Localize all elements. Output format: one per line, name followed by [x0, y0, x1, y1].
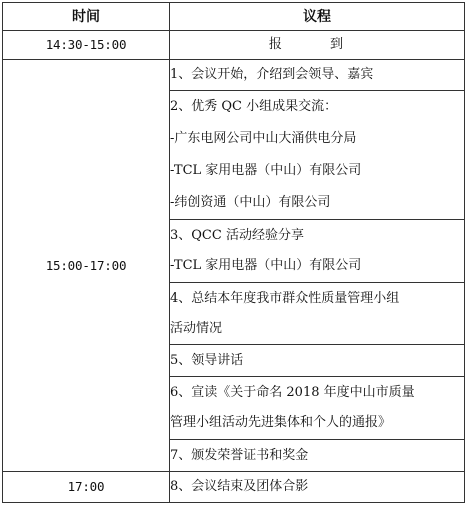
agenda-item	[170, 91, 465, 220]
table-row	[3, 31, 465, 60]
agenda-line: 管理小组活动先进集体和个人的通报》	[170, 415, 392, 430]
agenda-line: 活动情况	[170, 320, 223, 336]
agenda-item	[170, 283, 465, 345]
agenda-item	[170, 60, 465, 91]
agenda-line: 1、会议开始，介绍到会领导、嘉宾	[170, 67, 374, 82]
agenda-line: 2、优秀 QC 小组成果交流：	[170, 99, 338, 114]
agenda-item	[170, 220, 465, 283]
agenda-line: -广东电网公司中山大涌供电分局	[170, 131, 357, 146]
agenda-line: 5、领导讲话	[170, 352, 244, 368]
agenda-line: -TCL 家用电器（中山）有限公司	[170, 163, 362, 178]
agenda-item	[170, 377, 465, 440]
time-cell: 14:30-15:00	[3, 31, 170, 60]
table-row	[3, 60, 465, 91]
agenda-table	[2, 2, 465, 503]
time-column-header: 时间	[3, 3, 170, 31]
agenda-column-header: 议程	[170, 3, 465, 31]
table-row	[3, 472, 465, 503]
agenda-item	[170, 345, 465, 377]
agenda-item	[170, 31, 465, 60]
agenda-line: 3、QCC 活动经验分享	[170, 228, 304, 243]
time-cell: 15:00-17:00	[3, 60, 170, 472]
time-cell: 17:00	[3, 472, 170, 503]
agenda-line: 7、颁发荣誉证书和奖金	[170, 447, 309, 463]
agenda-item	[170, 440, 465, 472]
agenda-line: -纬创资通（中山）有限公司	[170, 195, 331, 210]
agenda-line: 6、宣读《关于命名 2018 年度中山市质量	[170, 385, 415, 400]
agenda-line: -TCL 家用电器（中山）有限公司	[170, 258, 362, 273]
agenda-item	[170, 472, 465, 503]
header-row	[3, 3, 465, 31]
agenda-line: 4、总结本年度我市群众性质量管理小组	[170, 290, 400, 306]
agenda-line: 8、会议结束及团体合影	[170, 479, 309, 494]
agenda-line: 报 到	[268, 37, 366, 52]
